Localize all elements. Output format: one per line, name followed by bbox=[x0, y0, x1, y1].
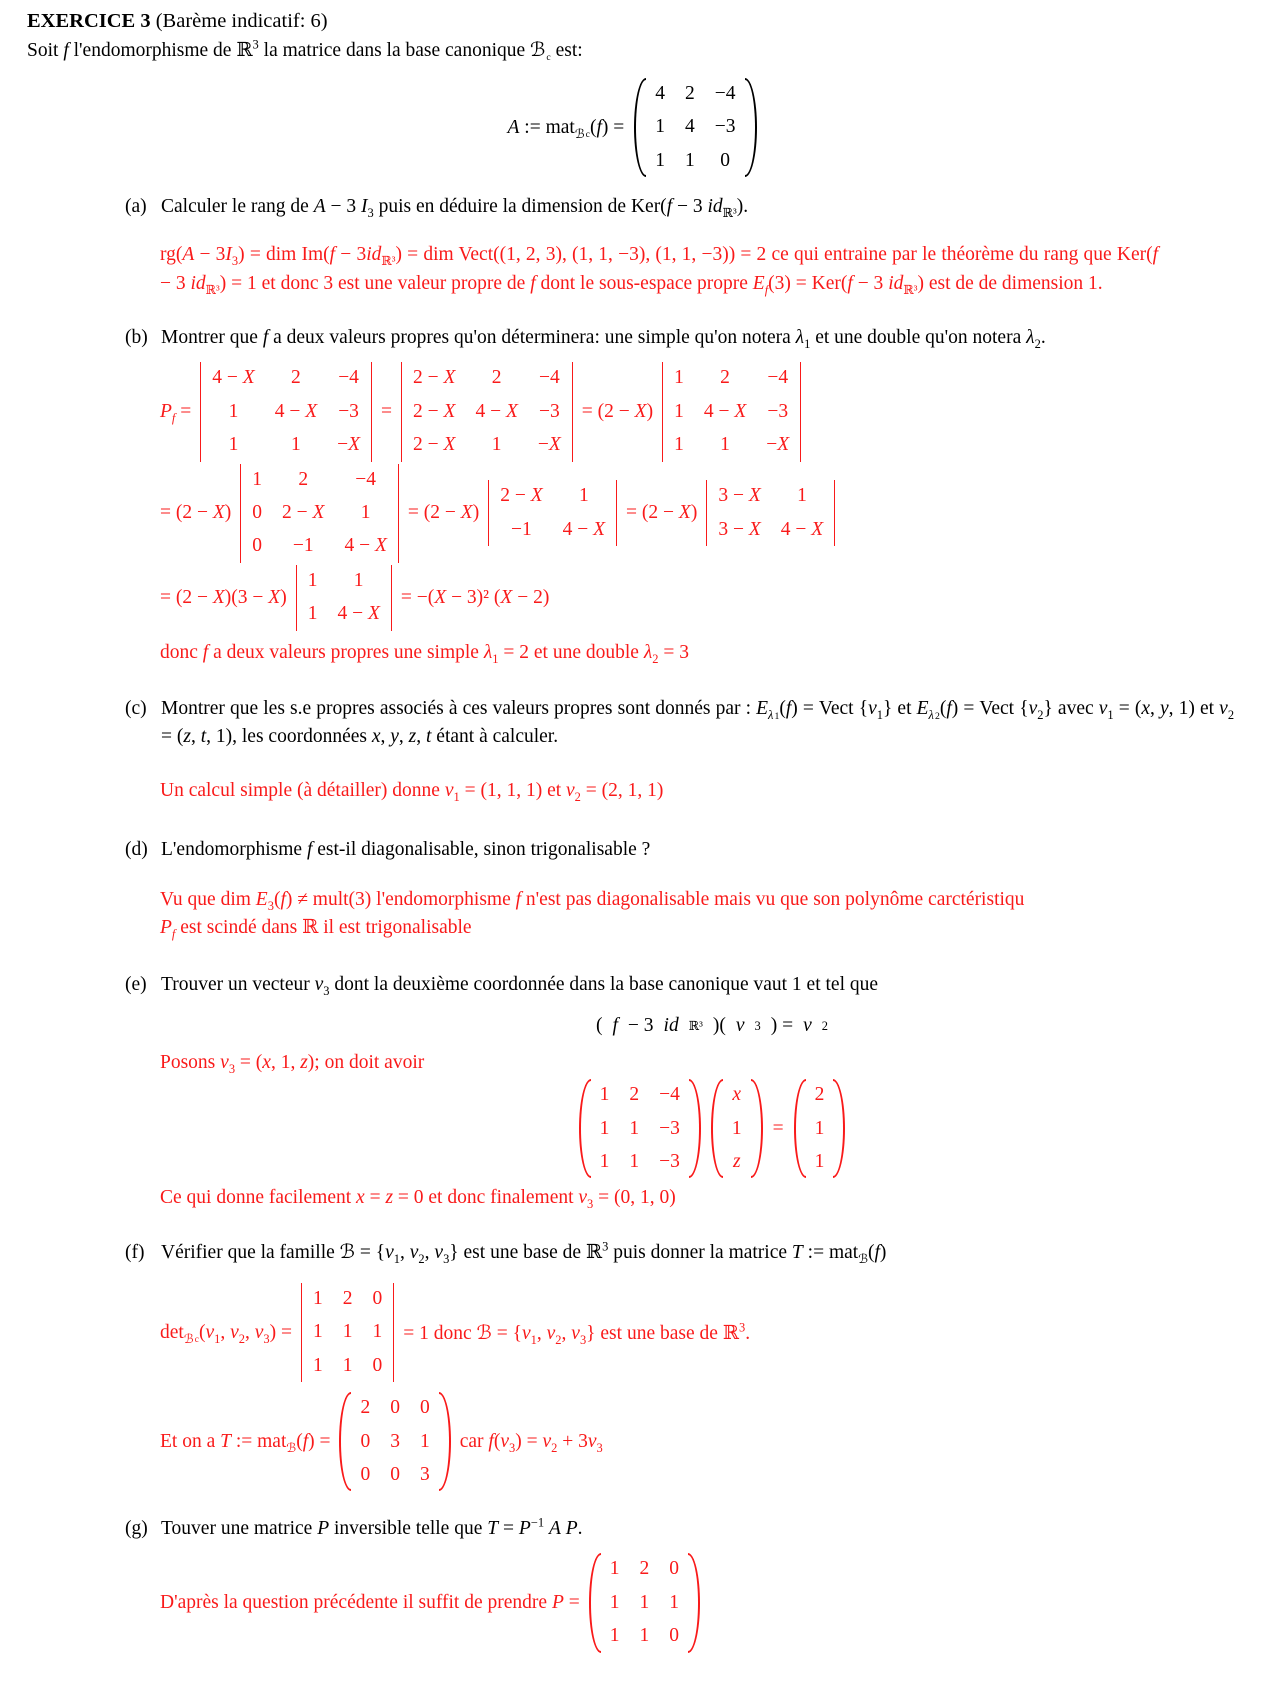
matrix-cell: 0 bbox=[390, 1397, 400, 1419]
matrix-P-grid bbox=[601, 1553, 688, 1652]
determinant-5-grid bbox=[491, 480, 614, 546]
vector-rhs bbox=[794, 1079, 846, 1178]
determinant-7-grid bbox=[299, 565, 389, 631]
question-a-text: Calculer le rang de A − 3 $I_3$ puis en déduire la dimension de Ker(f − 3 $id_{ℝ^3}$). bbox=[161, 196, 749, 221]
matrix-cell: 2 − X bbox=[413, 434, 456, 456]
matrix-cell: 1 bbox=[814, 1117, 825, 1139]
answer-c: Un calcul simple (à détailler) donne $v_1 = (1$, 1, 1) et $v_2 = (2$, 1, 1) bbox=[160, 780, 664, 805]
matrix-cell: 0 bbox=[372, 1354, 383, 1376]
pf-line-1 bbox=[160, 362, 1264, 461]
right-paren-icon bbox=[689, 1079, 701, 1178]
answer-g bbox=[160, 1553, 1264, 1652]
matrix-cell: 0 bbox=[419, 1397, 430, 1419]
question-g-text: Touver une matrice P inversible telle que $T = P^{-1}$ A P. bbox=[161, 1515, 583, 1540]
matrix-cell: 2 − X bbox=[413, 400, 456, 422]
left-paren-icon bbox=[579, 1079, 591, 1178]
det-lhs: $\det_{ℬc}(v_1$, $v_2$, $v_3$) = bbox=[160, 1321, 293, 1346]
matrix-cell: −4 bbox=[659, 1084, 680, 1106]
matrix-cell: 1 bbox=[599, 1117, 610, 1139]
matrix-cell: 1 bbox=[313, 1321, 323, 1343]
determinant-4 bbox=[240, 464, 399, 563]
matrix-cell: 2 − X bbox=[413, 367, 456, 389]
matrix-cell: 1 bbox=[578, 485, 589, 507]
matrix-cell: −4 bbox=[338, 367, 359, 389]
matrix-cell: 1 bbox=[797, 485, 807, 507]
matrix-cell: −X bbox=[337, 434, 361, 456]
answer-d-line-2: $P_f$ est scindé dans ℝ il est trigonalisable bbox=[160, 917, 472, 942]
matrix-cell: 1 bbox=[313, 1287, 323, 1309]
matrix-P bbox=[589, 1553, 700, 1652]
determinant-3-grid bbox=[665, 362, 798, 461]
matrix-T bbox=[339, 1392, 450, 1491]
matrix-cell: 1 bbox=[629, 1117, 640, 1139]
matrix-cell: 2 bbox=[685, 83, 695, 104]
matrix-cell: 2 − X bbox=[282, 501, 325, 523]
question-b bbox=[125, 324, 1234, 352]
matrix-cell: 1 bbox=[342, 1321, 353, 1343]
matrix-cell: 0 bbox=[252, 501, 263, 523]
matrix-cell: −X bbox=[766, 434, 790, 456]
display-equation-e: ( f − 3 id ℝ³ )( v 3 ) = v 2 bbox=[596, 1014, 828, 1036]
matrix-cell: 1 bbox=[228, 400, 239, 422]
matrix-cell: 1 bbox=[419, 1430, 430, 1452]
matrix-cell: 1 bbox=[599, 1150, 610, 1172]
exercise-title-rest: (Barème indicatif: 6) bbox=[150, 10, 328, 32]
question-e-text: Trouver un vecteur $v_3$ dont la deuxième coordonnée dans la base canonique vaut 1 et tel que bbox=[161, 973, 879, 998]
question-f-text: Vérifier que la famille ℬ = {$v_1$, $v_2$, $v_3$} est une base de ℝ$^3$ puis donner la matrice T := mat$_ℬ$(f) bbox=[161, 1239, 887, 1266]
matrix-cell: 1 bbox=[674, 400, 684, 422]
factor-2-minus-X: = (2 − X) bbox=[160, 502, 232, 524]
matrix-cell: 4 − X bbox=[212, 367, 255, 389]
matrix-cell: 1 bbox=[639, 1591, 650, 1613]
matrix-cell: 2 bbox=[491, 367, 502, 389]
determinant-6 bbox=[706, 480, 835, 546]
factor-2-minus-X: = (2 − X) bbox=[407, 502, 480, 524]
question-a bbox=[125, 193, 1234, 221]
matrix-cell: 4 − X bbox=[475, 400, 518, 422]
matrix-cell: 2 bbox=[360, 1397, 371, 1419]
exercise-title-bold: EXERCICE 3 bbox=[27, 10, 151, 32]
T-lhs: Et on a T := mat$_ℬ$(f) = bbox=[160, 1430, 331, 1455]
matrix-cell: 2 bbox=[720, 367, 730, 389]
matrix-cell: 4 − X bbox=[780, 518, 824, 540]
question-e bbox=[125, 971, 1234, 999]
determinant-6-grid bbox=[709, 480, 832, 546]
left-paren-icon bbox=[589, 1553, 601, 1652]
matrix-cell: 2 − X bbox=[500, 485, 543, 507]
matrix-cell: 4 bbox=[655, 83, 665, 104]
question-d-text: L'endomorphisme f est-il diagonalisable, sinon trigonalisable ? bbox=[161, 838, 651, 860]
matrix-cell: 0 bbox=[360, 1430, 371, 1452]
P-lhs: D'après la question précédente il suffit de prendre P = bbox=[160, 1592, 580, 1614]
answer-a: $rg(A - 3I_3)$ = dim $Im(f - 3id_{ℝ^3})$ = dim Vect((1, 2, 3), (1, 1, −3), (1, 1, −3)) = 2 ce qui entraine par le théorème du rang que Ker(f − 3 $id_{ℝ^3}) = 1$ et donc 3 est une valeur propre de f dont le sous-espace propre $E_f(3) = Ker(f - 3$ $id_{ℝ^3}$) est de de dimension 1. bbox=[160, 244, 1159, 297]
det-conclusion: = 1 donc ℬ = {$v_1$, $v_2$, $v_3$} est une base de ℝ$^3$. bbox=[403, 1320, 751, 1347]
matrix-cell: 3 bbox=[419, 1464, 430, 1486]
answer-f-determinant bbox=[160, 1283, 1264, 1382]
matrix-cell: 1 bbox=[674, 434, 684, 456]
matrix-cell: 1 bbox=[674, 367, 684, 389]
matrix-cell: 2 bbox=[291, 367, 301, 389]
matrix-cell: x bbox=[732, 1084, 742, 1106]
question-c-label: (c) bbox=[125, 698, 147, 720]
right-paren-icon bbox=[439, 1392, 451, 1491]
matrix-cell: 0 bbox=[372, 1287, 383, 1309]
matrix-cell: 1 bbox=[228, 434, 239, 456]
display-equation-matrix-A bbox=[0, 78, 1264, 177]
matrix-cell: 1 bbox=[342, 1354, 353, 1376]
matrix-cell: −3 bbox=[538, 400, 560, 422]
matrix-cell: 1 bbox=[307, 603, 318, 625]
matrix-cell: −3 bbox=[659, 1117, 680, 1139]
matrix-cell: −3 bbox=[659, 1150, 680, 1172]
vector-grid bbox=[723, 1079, 751, 1178]
matrix-cell: −1 bbox=[511, 518, 532, 540]
matrix-cell: 4 bbox=[685, 116, 695, 138]
equals-sign: = bbox=[381, 400, 393, 422]
matrix-T-grid bbox=[351, 1392, 438, 1491]
matrix-cell: 2 bbox=[342, 1287, 353, 1309]
question-f bbox=[125, 1239, 1234, 1267]
pf-symbol: $P_f$ = bbox=[160, 400, 192, 425]
determinant-7 bbox=[296, 565, 392, 631]
matrix-cell: −4 bbox=[714, 83, 736, 104]
matrix-cell: −4 bbox=[355, 468, 377, 490]
matrix-cell: 1 bbox=[353, 569, 364, 591]
determinant-basis bbox=[301, 1283, 394, 1382]
matrix-cell: 2 bbox=[629, 1084, 640, 1106]
matrix-cell: 1 bbox=[609, 1625, 620, 1647]
right-paren-icon bbox=[688, 1553, 700, 1652]
factor-product: = (2 − X)(3 − X) bbox=[160, 586, 287, 608]
question-b-text: Montrer que f a deux valeurs propres qu'on déterminera: une simple qu'on notera $\lambda_1$ et une double qu'on notera $\lambda_2$. bbox=[161, 327, 1046, 352]
matrix-cell: 0 bbox=[669, 1558, 679, 1580]
equals-sign: = bbox=[772, 1117, 784, 1139]
question-f-label: (f) bbox=[125, 1241, 145, 1263]
matrix-cell: 1 bbox=[307, 569, 318, 591]
question-g bbox=[125, 1515, 1234, 1543]
pf-line-3 bbox=[160, 565, 1264, 631]
matrix-cell: 3 − X bbox=[718, 518, 761, 540]
left-paren-icon bbox=[339, 1392, 351, 1491]
matrix-cell: −3 bbox=[714, 116, 736, 138]
factor-2-minus-X: = (2 − X) bbox=[581, 400, 654, 422]
determinant-1 bbox=[200, 362, 372, 461]
matrix-cell: 1 bbox=[599, 1084, 610, 1106]
question-a-label: (a) bbox=[125, 196, 147, 218]
matrix-cell: −1 bbox=[292, 535, 314, 557]
matrix-A-lhs: A := mat$_{ℬc}$(f) = bbox=[507, 116, 625, 141]
answer-f-T-matrix bbox=[160, 1392, 1264, 1491]
question-g-label: (g) bbox=[125, 1518, 148, 1540]
matrix-cell: 3 bbox=[390, 1430, 400, 1452]
determinant-basis-grid bbox=[304, 1283, 391, 1382]
right-paren-icon bbox=[751, 1079, 763, 1178]
left-paren-icon bbox=[794, 1079, 806, 1178]
pf-result: = −(X − 3)² (X − 2) bbox=[400, 586, 550, 608]
determinant-2 bbox=[401, 362, 573, 461]
answer-d bbox=[160, 886, 1264, 943]
matrix-cell: 1 bbox=[685, 149, 695, 171]
matrix-f-minus-3id bbox=[579, 1079, 701, 1178]
question-c-text: Montrer que les s.e propres associés à ces valeurs propres sont donnés par : $E_{\lambda 1}(f)$ = Vect $\{v_1\}$ et $E_{\lambda 2}(f)$ = Vect $\{v_2\}$ avec $v_1 = (x$, y, 1) et $v_2 = (z$, t, 1), les coordonnées x, y, z, t étant à calculer. bbox=[161, 698, 1235, 748]
matrix-A bbox=[634, 78, 756, 177]
matrix-cell: 1 bbox=[639, 1625, 650, 1647]
matrix-cell: 0 bbox=[390, 1464, 400, 1486]
matrix-cell: 3 − X bbox=[718, 485, 761, 507]
matrix-cell: 1 bbox=[814, 1150, 825, 1172]
question-c bbox=[125, 695, 1234, 751]
matrix-cell: 0 bbox=[360, 1464, 371, 1486]
matrix-cell: 4 − X bbox=[337, 603, 380, 625]
vector-v3 bbox=[711, 1079, 763, 1178]
exercise-title bbox=[27, 10, 1264, 33]
matrix-cell: 1 bbox=[609, 1558, 620, 1580]
factor-2-minus-X: = (2 − X) bbox=[626, 502, 698, 524]
matrix-A-grid bbox=[646, 78, 744, 177]
matrix-cell: 4 − X bbox=[703, 400, 747, 422]
matrix-cell: 1 bbox=[655, 149, 665, 171]
matrix-cell: z bbox=[732, 1150, 741, 1172]
matrix-cell: 2 bbox=[814, 1084, 825, 1106]
matrix-cell: 1 bbox=[360, 501, 371, 523]
T-justification: car $f(v_3) = v_2 + 3v_3$ bbox=[459, 1430, 603, 1455]
matrix-cell: 1 bbox=[655, 116, 665, 138]
determinant-3 bbox=[662, 362, 801, 461]
matrix-equation-e bbox=[160, 1079, 1264, 1178]
matrix-cell: −4 bbox=[538, 367, 560, 389]
matrix-cell: −4 bbox=[767, 367, 789, 389]
matrix-cell: 1 bbox=[491, 434, 502, 456]
matrix-cell: 1 bbox=[629, 1150, 640, 1172]
question-d-label: (d) bbox=[125, 838, 148, 860]
question-b-label: (b) bbox=[125, 327, 148, 349]
determinant-5 bbox=[488, 480, 617, 546]
matrix-grid bbox=[591, 1079, 689, 1178]
matrix-cell: 1 bbox=[372, 1321, 383, 1343]
left-paren-icon bbox=[634, 78, 646, 177]
matrix-cell: 2 bbox=[639, 1558, 650, 1580]
matrix-cell: 4 − X bbox=[274, 400, 318, 422]
right-paren-icon bbox=[833, 1079, 845, 1178]
answer-b-conclusion: donc f a deux valeurs propres une simple $\lambda_1 = 2$ et une double $\lambda_2 = 3$ bbox=[160, 641, 690, 666]
matrix-cell: 0 bbox=[669, 1625, 679, 1647]
matrix-cell: 1 bbox=[669, 1591, 679, 1613]
determinant-1-grid bbox=[203, 362, 369, 461]
left-paren-icon bbox=[711, 1079, 723, 1178]
matrix-cell: 1 bbox=[291, 434, 301, 456]
matrix-cell: −3 bbox=[767, 400, 789, 422]
matrix-cell: −3 bbox=[338, 400, 359, 422]
right-paren-icon bbox=[745, 78, 757, 177]
matrix-cell: 2 bbox=[298, 468, 309, 490]
matrix-cell: 0 bbox=[720, 149, 730, 171]
matrix-cell: 0 bbox=[252, 535, 263, 557]
matrix-cell: 4 − X bbox=[562, 518, 606, 540]
vector-grid bbox=[806, 1079, 834, 1178]
matrix-cell: 1 bbox=[252, 468, 263, 490]
matrix-cell: 1 bbox=[609, 1591, 620, 1613]
answer-e-conclusion: Ce qui donne facilement x = z = 0 et donc finalement $v_3 = (0$, 1, 0) bbox=[160, 1187, 676, 1212]
pf-line-2 bbox=[160, 464, 1264, 563]
determinant-4-grid bbox=[243, 464, 396, 563]
answer-b-computation bbox=[160, 362, 1264, 667]
answer-e-posons: Posons $v_3 = (x$, 1, z); on doit avoir bbox=[160, 1051, 425, 1076]
question-e-label: (e) bbox=[125, 973, 147, 995]
question-d bbox=[125, 836, 1234, 864]
matrix-cell: 1 bbox=[731, 1117, 742, 1139]
intro-line: Soit f l'endomorphisme de ℝ$^3$ la matrice dans la base canonique ℬ$_c$ est: bbox=[27, 37, 583, 64]
answer-d-line-1: Vu que dim $E_3(f)$ ≠ mult(3) l'endomorphisme f n'est pas diagonalisable mais vu que son polynôme carctéristiqu bbox=[160, 888, 1025, 913]
matrix-cell: 1 bbox=[313, 1354, 323, 1376]
matrix-cell: 1 bbox=[720, 434, 730, 456]
matrix-cell: −X bbox=[537, 434, 561, 456]
matrix-cell: 4 − X bbox=[344, 535, 387, 557]
determinant-2-grid bbox=[404, 362, 570, 461]
